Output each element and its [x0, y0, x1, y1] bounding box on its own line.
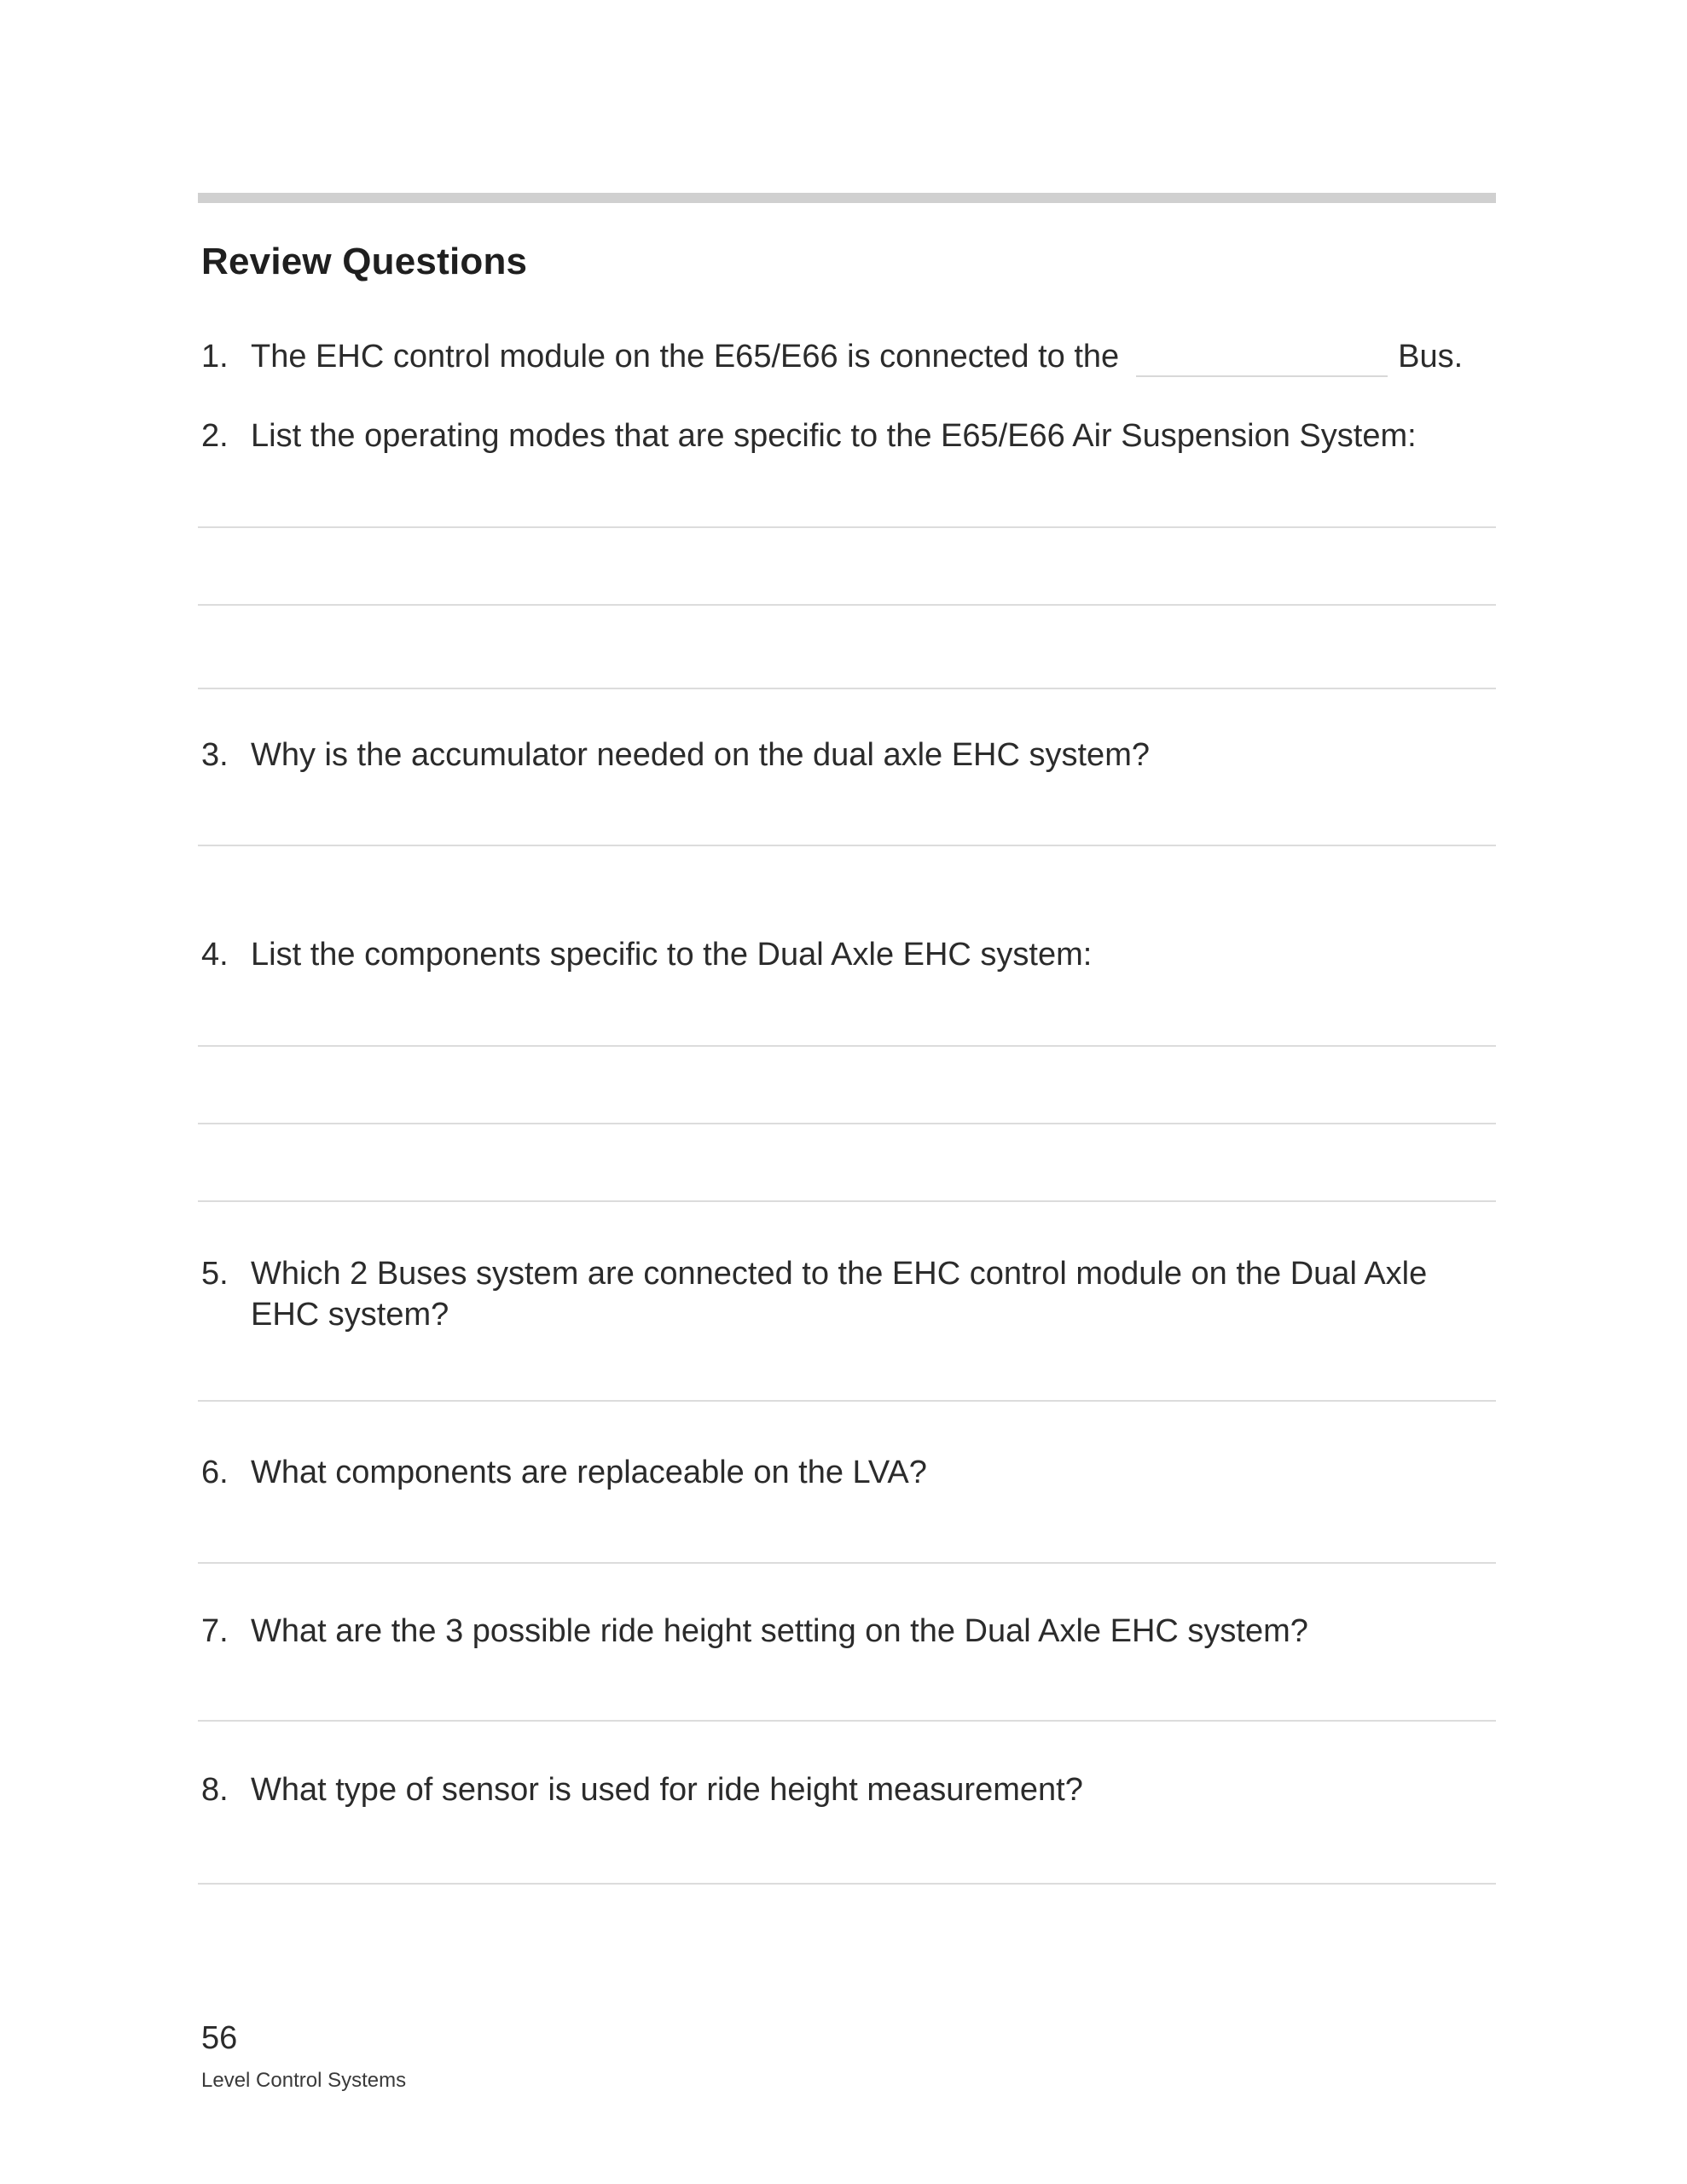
- question-number: 6.: [201, 1455, 229, 1490]
- answer-line[interactable]: [198, 1123, 1496, 1124]
- answer-line[interactable]: [198, 1045, 1496, 1047]
- fill-in-blank[interactable]: [1136, 341, 1388, 377]
- question-text: List the components specific to the Dual Axle EHC system:: [251, 937, 1093, 973]
- question-text: What components are replaceable on the LVA?: [251, 1455, 927, 1490]
- page-title: Review Questions: [201, 241, 528, 282]
- question-text: List the operating modes that are specific to the E65/E66 Air Suspension System:: [251, 418, 1417, 454]
- answer-line[interactable]: [198, 604, 1496, 606]
- question-text: [251, 336, 1496, 377]
- question-number: 1.: [201, 339, 229, 375]
- question-text: What type of sensor is used for ride height measurement?: [251, 1772, 1083, 1808]
- question-text: Why is the accumulator needed on the dual axle EHC system?: [251, 737, 1150, 773]
- question-text-after: Bus.: [1398, 339, 1464, 375]
- question-text: Which 2 Buses system are connected to the EHC control module on the Dual Axle EHC system?: [251, 1256, 1428, 1333]
- top-rule: [198, 193, 1496, 203]
- answer-line[interactable]: [198, 1400, 1496, 1402]
- question-number: 2.: [201, 418, 229, 454]
- footer-title: Level Control Systems: [201, 2069, 407, 2092]
- answer-line[interactable]: [198, 526, 1496, 528]
- answer-line[interactable]: [198, 1883, 1496, 1885]
- answer-line[interactable]: [198, 1200, 1496, 1202]
- page-number: 56: [201, 2020, 238, 2056]
- question-number: 8.: [201, 1772, 229, 1808]
- question-text: What are the 3 possible ride height setting on the Dual Axle EHC system?: [251, 1613, 1308, 1649]
- question-number: 3.: [201, 737, 229, 773]
- answer-line[interactable]: [198, 688, 1496, 689]
- question-text-before: The EHC control module on the E65/E66 is connected to the: [251, 339, 1120, 375]
- question-number: 4.: [201, 937, 229, 973]
- question-number: 5.: [201, 1256, 229, 1292]
- question-number: 7.: [201, 1613, 229, 1649]
- answer-line[interactable]: [198, 1720, 1496, 1722]
- answer-line[interactable]: [198, 845, 1496, 846]
- answer-line[interactable]: [198, 1562, 1496, 1564]
